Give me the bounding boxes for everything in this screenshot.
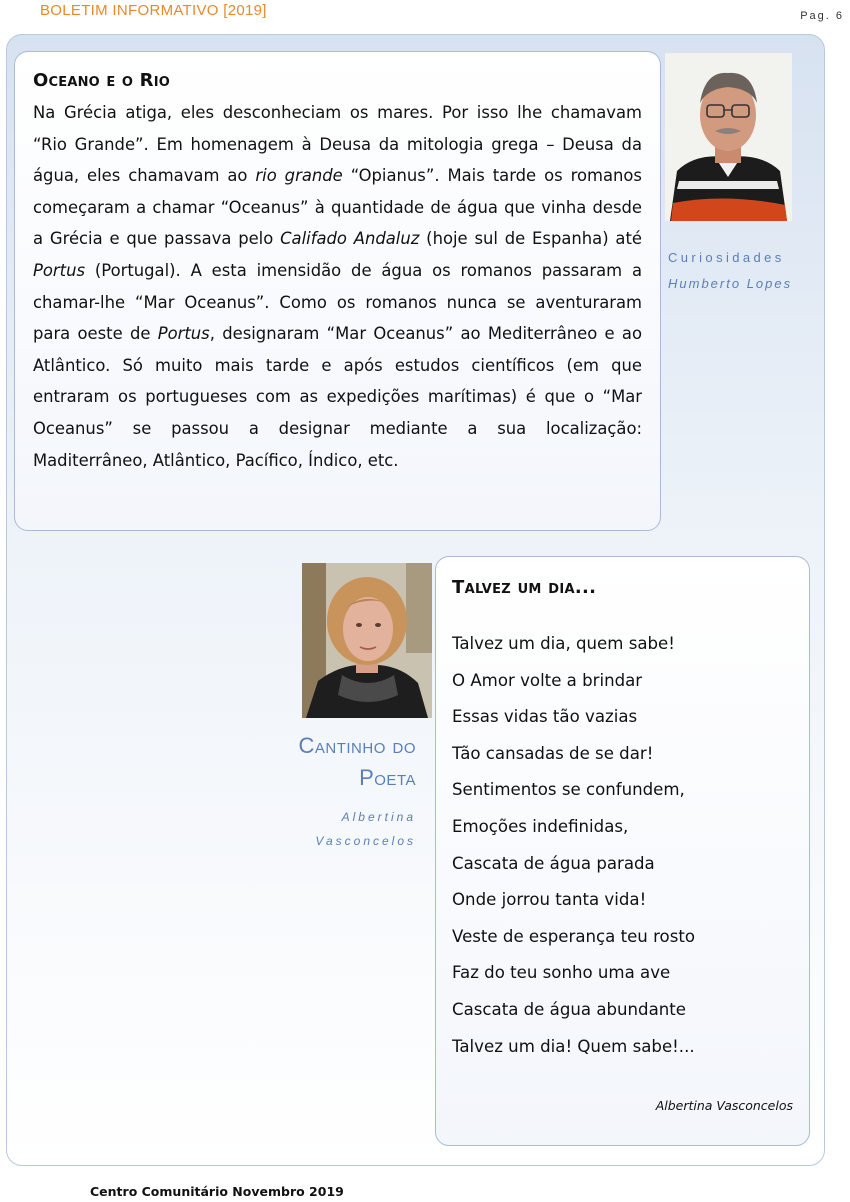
article-italic-text: Portus bbox=[157, 324, 210, 344]
newsletter-title: BOLETIM INFORMATIVO [2019] bbox=[40, 2, 267, 19]
article-text: Na Grécia atiga, eles desconheciam os mares. Por isso lhe chamavam “Rio Grande”. Em homenagem à Deusa da mitologia grega – Deusa da água, eles chamavam ao bbox=[33, 103, 642, 186]
article-italic-text: Portus bbox=[33, 260, 86, 280]
footer-text: Centro Comunitário Novembro 2019 bbox=[90, 1184, 344, 1199]
poem-line: O Amor volte a brindar bbox=[452, 670, 643, 690]
poem-line: Cascata de água parada bbox=[452, 853, 655, 873]
poem-box bbox=[435, 556, 810, 1146]
article-text: (hoje sul de Espanha) até bbox=[419, 229, 642, 249]
poem-line: Onde jorrou tanta vida! bbox=[452, 890, 647, 910]
poem-line: Tão cansadas de se dar! bbox=[452, 743, 654, 763]
article-text: (Portugal). A esta imensidão de água os romanos passaram a chamar-lhe “Mar Oceanus”. Como os romanos nunca se aventuraram para oeste de bbox=[33, 260, 642, 344]
column-title bbox=[240, 730, 416, 794]
column-author-line2: Vasconcelos bbox=[315, 834, 416, 848]
poem-title: Talvez um dia... bbox=[452, 577, 597, 598]
article-italic-text: rio grande bbox=[255, 166, 343, 186]
column-author-line1: Albertina bbox=[341, 810, 416, 824]
page-number: Pag. 6 bbox=[800, 10, 844, 22]
poem-line: Veste de esperança teu rosto bbox=[452, 926, 696, 946]
article-italic-text: Califado Andaluz bbox=[280, 229, 420, 249]
poem-lines bbox=[452, 626, 793, 1065]
column-title-line1: Cantinho do bbox=[298, 733, 416, 758]
article-title: Oceano e o Rio bbox=[33, 70, 170, 91]
poem-line: Essas vidas tão vazias bbox=[452, 707, 638, 727]
curiosidades-caption bbox=[668, 245, 828, 297]
column-author bbox=[270, 805, 416, 853]
author-photo-humberto bbox=[665, 53, 792, 221]
poem-line: Sentimentos se confundem, bbox=[452, 780, 685, 800]
author-name: Humberto Lopes bbox=[668, 276, 793, 291]
author-photo-albertina bbox=[302, 563, 432, 718]
poem-line: Talvez um dia! Quem sabe!... bbox=[452, 1036, 695, 1056]
section-name: Curiosidades bbox=[668, 250, 785, 265]
article-text: “Opianus”. Mais tarde os romanos começaram a chamar “Oceanus” à quantidade de água que vinha desde a Grécia e que passava pelo bbox=[33, 166, 642, 249]
poem-line: Talvez um dia, quem sabe! bbox=[452, 634, 675, 653]
poem-signature: Albertina Vasconcelos bbox=[655, 1098, 793, 1113]
poem-line: Cascata de água abundante bbox=[452, 999, 686, 1019]
column-title-line2: Poeta bbox=[359, 765, 416, 790]
poem-line: Faz do teu sonho uma ave bbox=[452, 963, 671, 983]
article-box bbox=[14, 51, 661, 531]
article-text: , designaram “Mar Oceanus” ao Mediterrâneo e ao Atlântico. Só muito mais tarde e após estudos científicos (em que entraram os portugueses com as expedições marítimas) é que o “Mar Oceanus” se passou a designar mediante a sua localização: Maditerrâneo, Atlântico, Pacífico, Índico, etc. bbox=[33, 324, 642, 470]
article-body bbox=[33, 97, 642, 476]
poem-line: Emoções indefinidas, bbox=[452, 816, 629, 836]
